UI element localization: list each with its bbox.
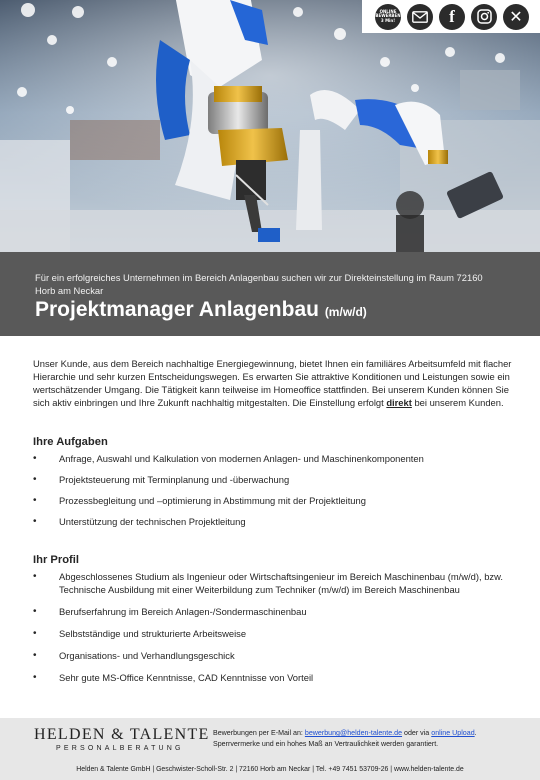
list-item: • Projektsteuerung mit Terminplanung und -überwachung [33, 473, 521, 486]
hero-image [0, 0, 540, 252]
list-item: • Berufserfahrung im Bereich Anlagen-/Sondermaschinenbau [33, 605, 521, 618]
instagram-icon[interactable] [471, 4, 497, 30]
job-location-intro: Für ein erfolgreiches Unternehmen im Bereich Anlagenbau suchen wir zur Direkteinstellung im Raum 72160 Horb am Neckar [35, 272, 483, 296]
apply-period: . [474, 729, 477, 737]
list-item: • Unterstützung der technischen Projektleitung [33, 515, 521, 528]
job-title-text: Projektmanager Anlagenbau [35, 298, 319, 321]
mail-icon[interactable] [407, 4, 433, 30]
robot-arm-photo [0, 0, 540, 252]
footer [0, 718, 540, 780]
company-description-paragraph [33, 357, 519, 409]
logo-name: HELDEN & TALENTE [34, 726, 210, 743]
company-logo[interactable] [34, 726, 210, 752]
tasks-heading: Ihre Aufgaben [33, 436, 108, 448]
apply-or: oder via [404, 729, 430, 737]
list-item: • Selbstständige und strukturierte Arbeitsweise [33, 627, 521, 640]
facebook-icon[interactable]: f [439, 4, 465, 30]
online-apply-badge-label: ONLINE BEWERBEN 3 Min! [375, 8, 401, 23]
confidentiality-note: Sperrvermerke und ein hohes Maß an Vertraulichkeit werden garantiert. [213, 740, 439, 748]
social-bar [362, 0, 540, 33]
title-band [0, 252, 540, 336]
apply-email-link[interactable]: bewerbung@helden-talente.de [304, 729, 403, 737]
list-item: • Abgeschlossenes Studium als Ingenieur oder Wirtschaftsingenieur im Bereich Maschinenbau (m/w/d), bzw. Technische Ausbildung mit einer Weiterbildung zum Techniker (m/w/d) im Bereich Maschinenbau [33, 570, 521, 596]
logo-subtitle: PERSONALBERATUNG [56, 745, 184, 752]
list-item: • Anfrage, Auswahl und Kalkulation von modernen Anlagen- und Maschinenkomponenten [33, 452, 521, 465]
list-item: • Prozessbegleitung und –optimierung in Abstimmung mit der Projektleitung [33, 494, 521, 507]
apply-prefix: Bewerbungen per E-Mail an: [213, 729, 303, 737]
profile-list [33, 570, 521, 684]
list-item: • Sehr gute MS-Office Kenntnisse, CAD Kenntnisse von Vorteil [33, 671, 521, 684]
job-title [35, 298, 367, 322]
company-description [33, 357, 519, 409]
company-contact-line: Helden & Talente GmbH | Geschwister-Scholl-Str. 2 | 72160 Horb am Neckar | Tel. +49 7451 53709-26 | www.helden-talente.de [76, 766, 464, 773]
profile-heading: Ihr Profil [33, 554, 79, 566]
tasks-list [33, 452, 521, 528]
description-text-part1: Unser Kunde, aus dem Bereich nachhaltige Energiegewinnung, bietet Ihnen ein familiäres Arbeitsumfeld mit flacher Hierarchie und sehr kurzen Entscheidungswegen. Es erwarten Sie attraktive Konditionen und Leistungen sowie ein wertschätzender Umgang. Die Tätigkeit kann teilweise im Homeoffice stattfinden. Bei unserem Kunden können Sie sich aktiv einbringen und Ihre Zukunft nachhaltig mitgestalten. Die Einstellung erfolgt [33, 358, 512, 409]
description-text-part2: bei unserem Kunden. [411, 397, 504, 409]
job-title-gender-suffix: (m/w/d) [324, 305, 367, 319]
description-emphasis: direkt [386, 397, 412, 409]
list-item: • Organisations- und Verhandlungsgeschick [33, 649, 521, 662]
online-apply-badge-icon[interactable] [375, 4, 401, 30]
online-upload-link[interactable]: online Upload [431, 729, 475, 737]
application-info [213, 728, 533, 750]
xing-icon[interactable]: ✕ [503, 4, 529, 30]
